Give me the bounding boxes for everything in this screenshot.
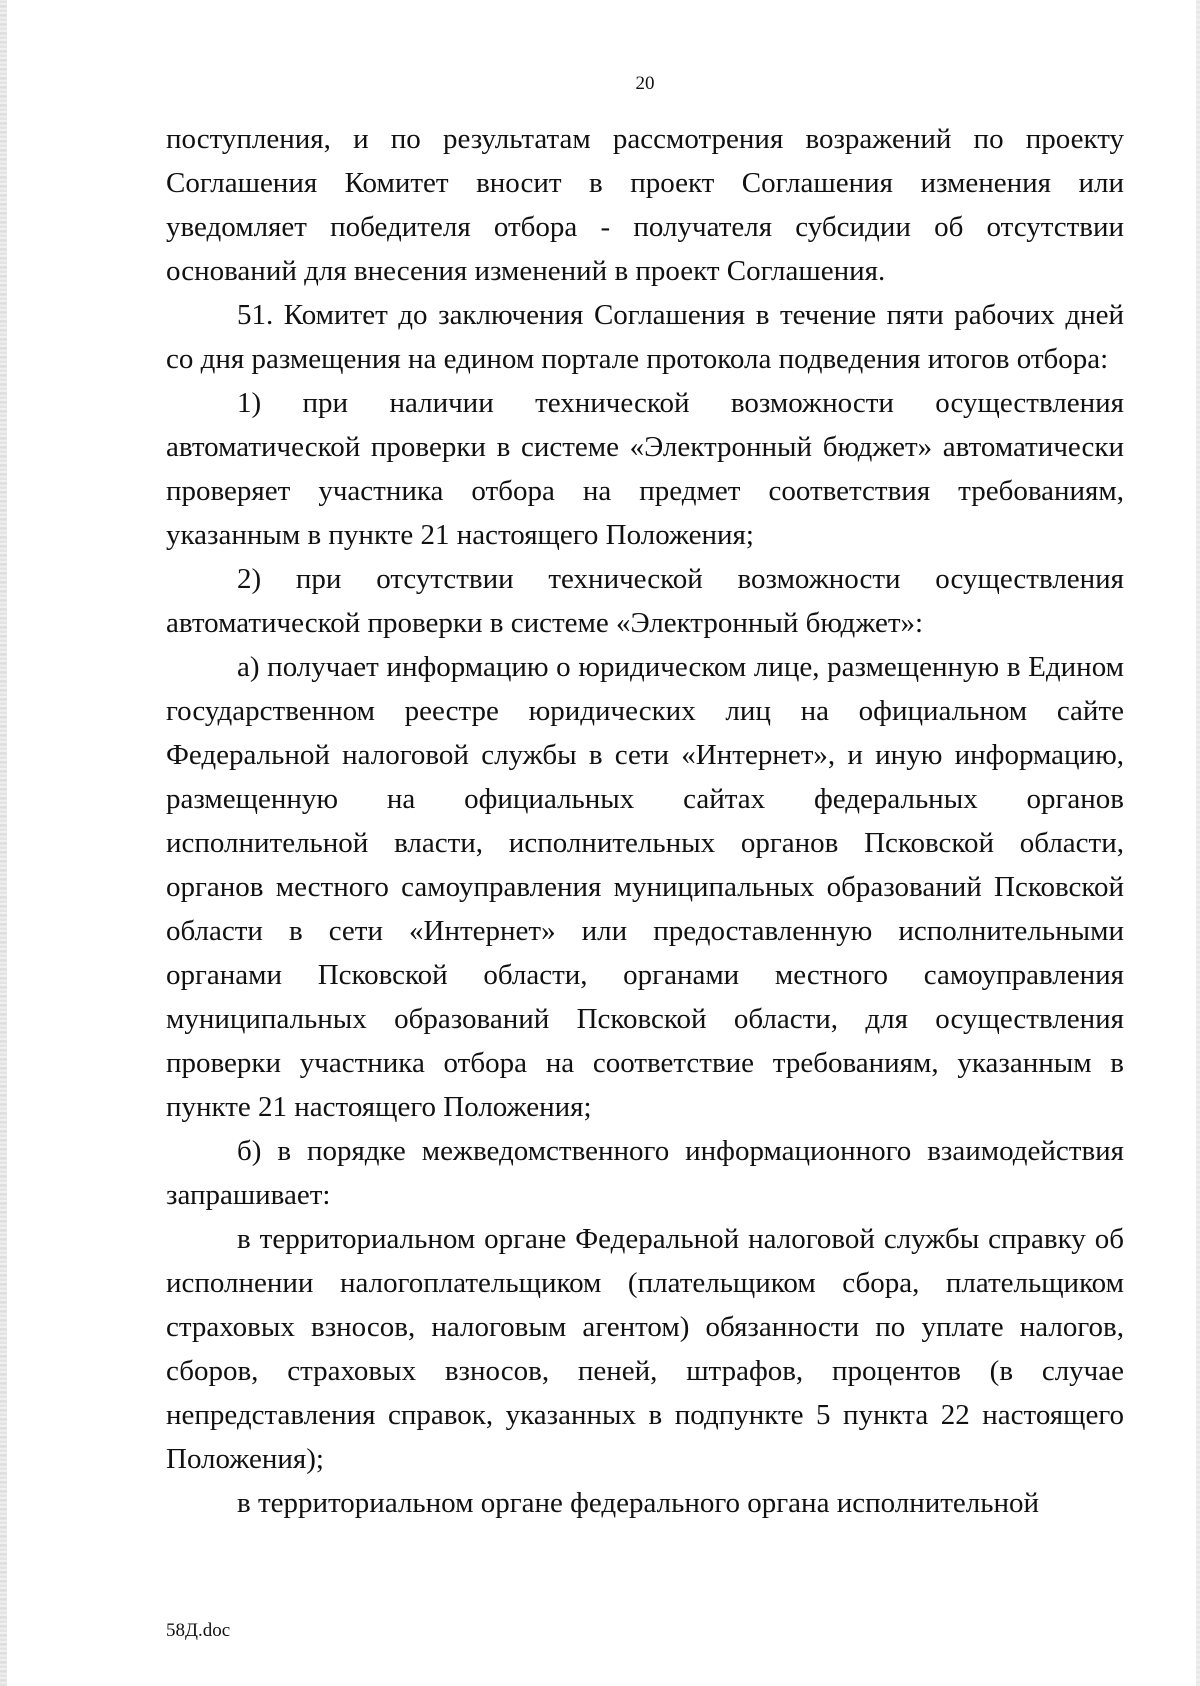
footer-file-code: 58Д.doc [166,1620,231,1641]
paragraph-item-51: 51. Комитет до заключения Соглашения в течение пяти рабочих дней со дня размещения на едином портале протокола подведения итогов отбора: [166,299,1124,375]
paragraph-continuation: поступления, и по результатам рассмотрения возражений по проекту Соглашения Комитет вносит в проект Соглашения изменения или уведомляет победителя отбора - получателя субсидии об отсутствии оснований для внесения изменений в проект Соглашения. [166,123,1124,287]
paragraph-executive-body-request: в территориальном органе федерального органа исполнительной [237,1487,1040,1519]
paragraph-subitem-1: 1) при наличии технической возможности осуществления автоматической проверки в системе «Электронный бюджет» автоматически проверяет участника отбора на предмет соответствия требованиям, указанным в пункте 21 настоящего Положения; [166,387,1124,551]
scan-edge-left [0,0,7,1686]
paragraph-subitem-2: 2) при отсутствии технической возможности осуществления автоматической проверки в системе «Электронный бюджет»: [166,563,1124,639]
paragraph-subitem-a: а) получает информацию о юридическом лице, размещенную в Едином государственном реестре юридических лиц на официальном сайте Федеральной налоговой службы в сети «Интернет», и иную информацию, размещенную на официальных сайтах федеральных органов исполнительной власти, исполнительных органов Псковской области, органов местного самоуправления муниципальных образований Псковской области в сети «Интернет» или предоставленную исполнительными органами Псковской области, органами местного самоуправления муниципальных образований Псковской области, для осуществления проверки участника отбора на соответствие требованиям, указанным в пункте 21 настоящего Положения; [166,651,1124,1123]
page-number: 20 [635,73,655,94]
document-body [166,117,1124,1525]
scan-edge-right [1196,0,1200,1686]
paragraph-tax-service-request: в территориальном органе Федеральной налоговой службы справку об исполнении налогоплательщиком (плательщиком сбора, плательщиком страховых взносов, налоговым агентом) обязанности по уплате налогов, сборов, страховых взносов, пеней, штрафов, процентов (в случае непредставления справок, указанных в подпункте 5 пункта 22 настоящего Положения); [166,1223,1124,1475]
paragraph-subitem-b: б) в порядке межведомственного информационного взаимодействия запрашивает: [166,1135,1124,1211]
